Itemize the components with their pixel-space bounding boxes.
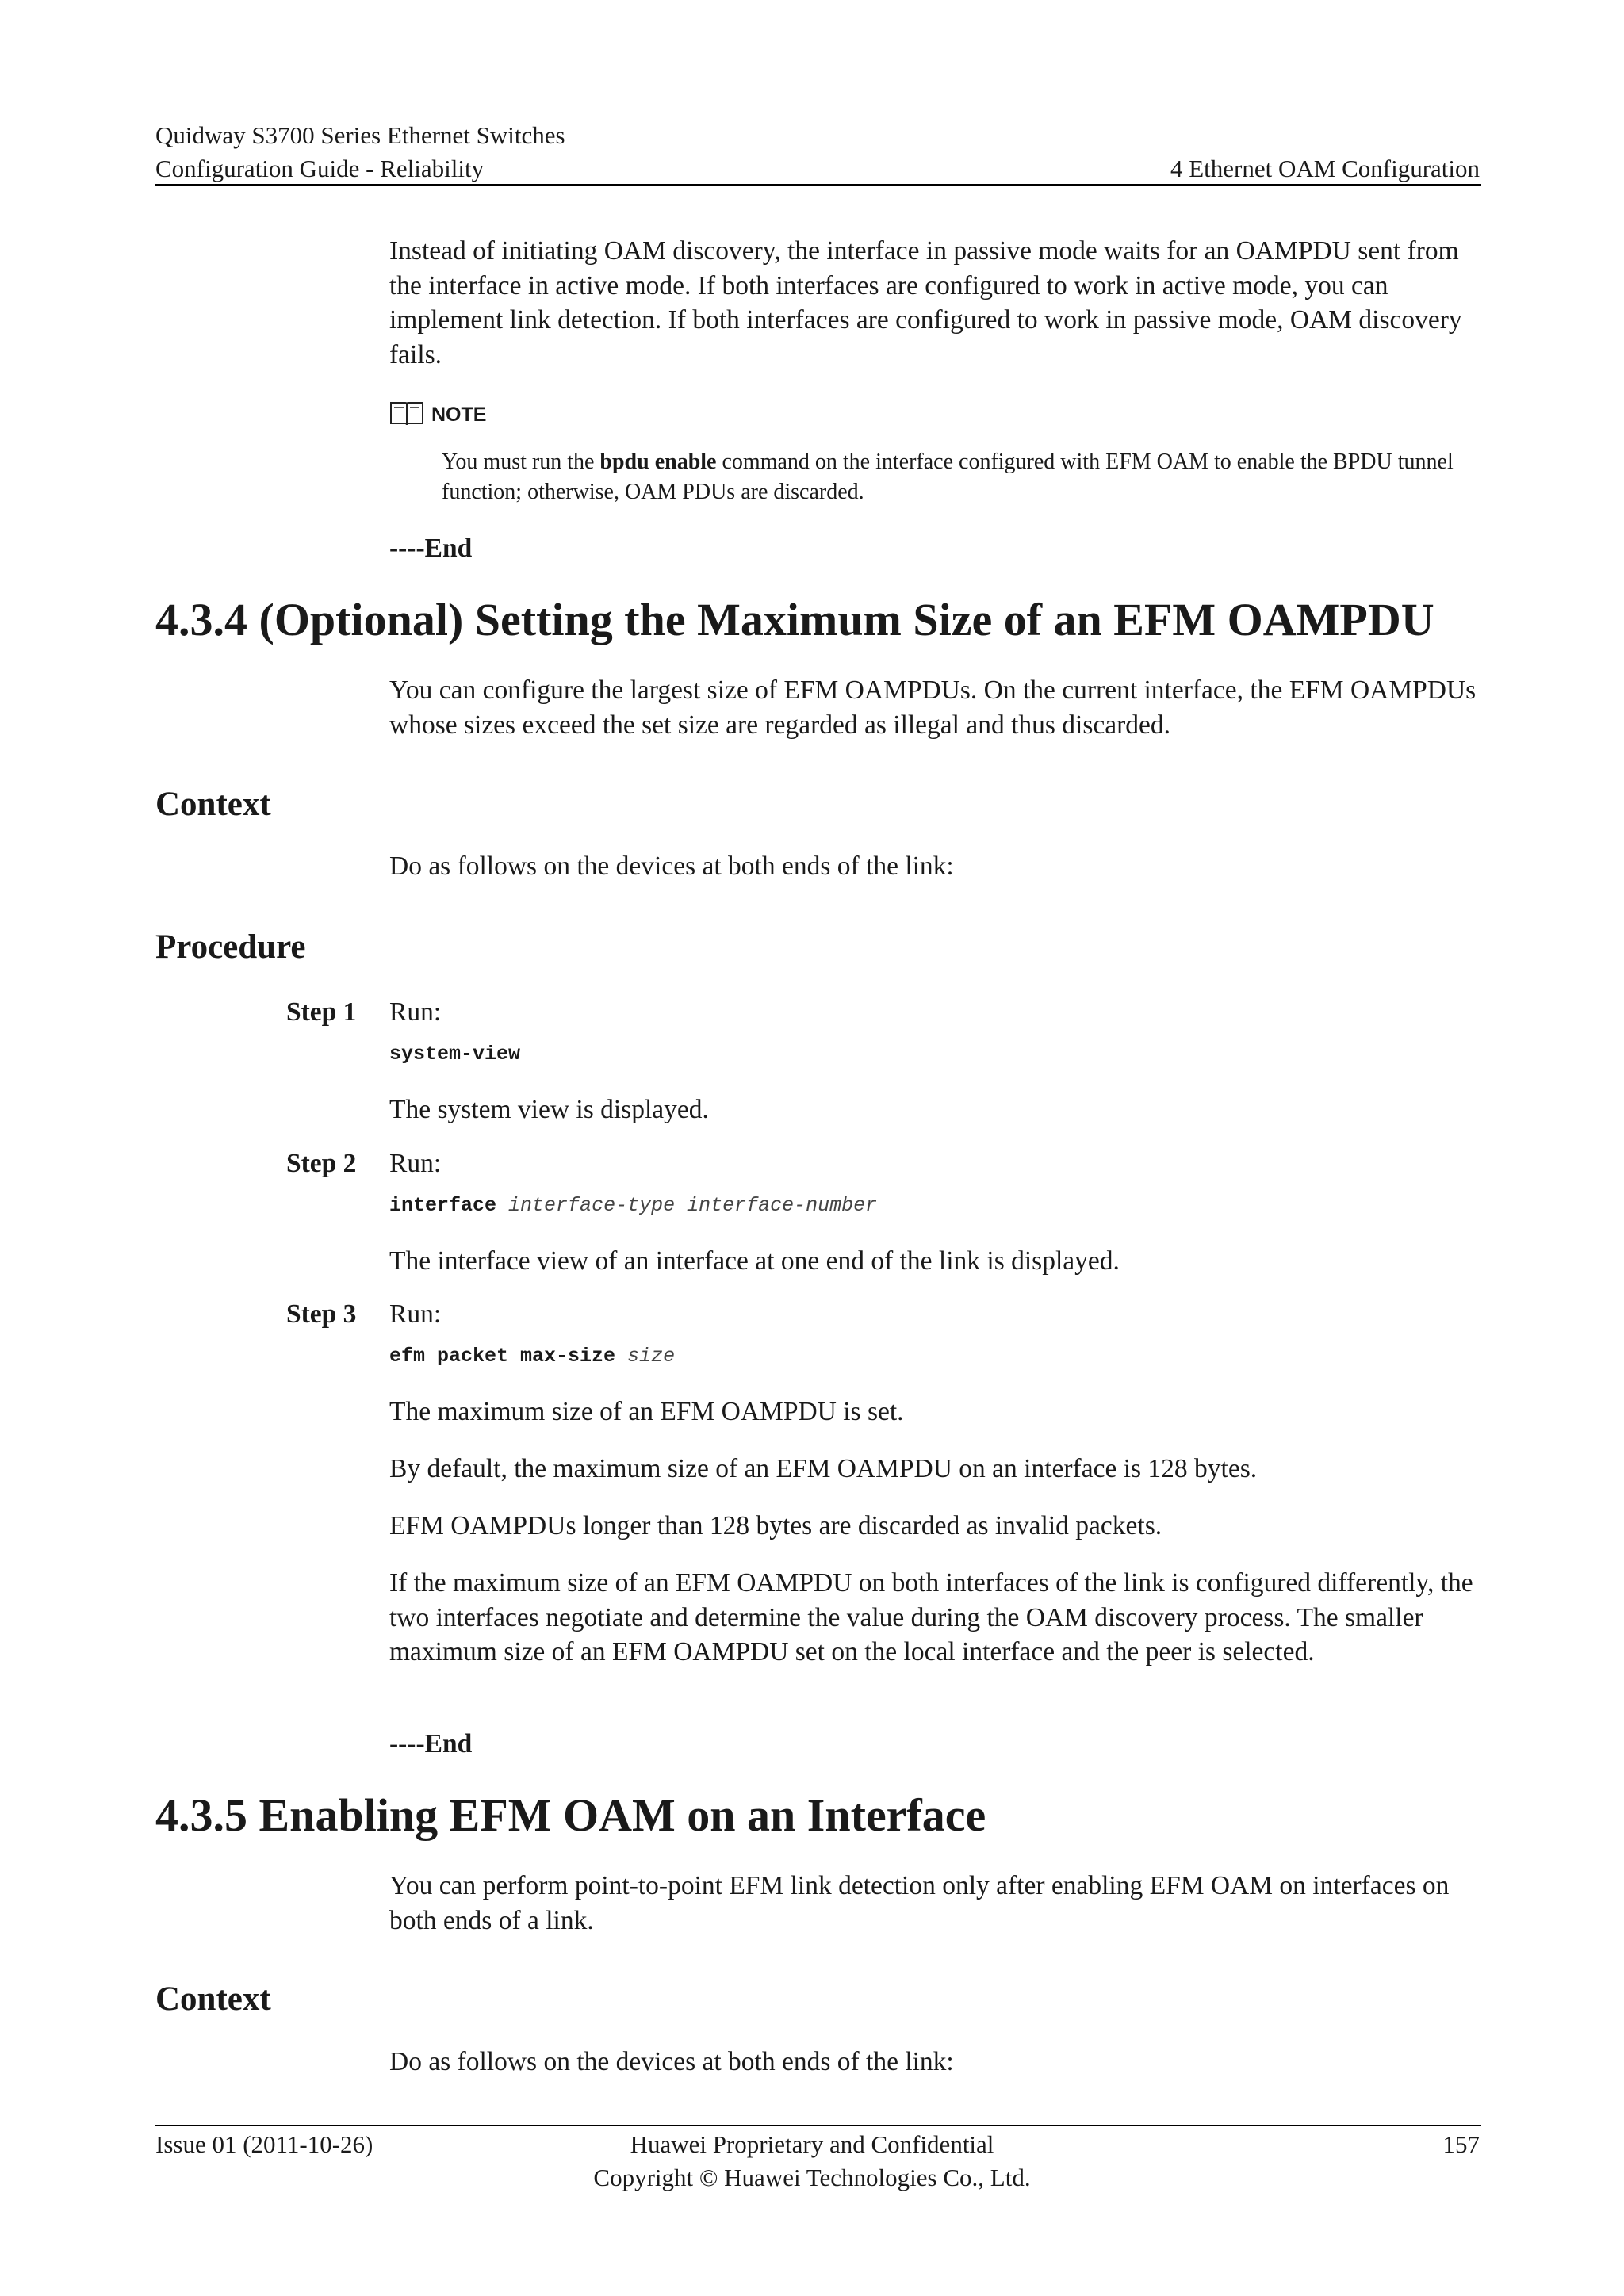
context-heading: Context (155, 1980, 271, 2018)
note-command: bpdu enable (599, 450, 717, 474)
page-number: 157 (1442, 2130, 1480, 2158)
footer-issue: Issue 01 (2011-10-26) (155, 2130, 373, 2158)
section-intro: You can configure the largest size of EFM OAMPDUs. On the current interface, the EFM OAMPDUs whose sizes exceed the set size are regarded as illegal and thus discarded. (389, 675, 1477, 740)
intro-paragraph: Instead of initiating OAM discovery, the interface in passive mode waits for an OAMPDU sent from the interface in active mode. If both interfaces are configured to work in active mode, you can implement link detection. If both interfaces are configured to work in passive mode, OAM discovery fails. (389, 236, 1462, 369)
header-subtitle: Configuration Guide - Reliability (155, 155, 485, 182)
section-title: 4.3.5 Enabling EFM OAM on an Interface (155, 1789, 986, 1841)
step-result: The maximum size of an EFM OAMPDU is set. (389, 1397, 904, 1426)
step-result: The interface view of an interface at one end of the link is displayed. (389, 1246, 1120, 1276)
section-title: 4.3.4 (Optional) Setting the Maximum Size of an EFM OAMPDU (155, 594, 1434, 645)
footer-confidential: Huawei Proprietary and Confidential Copyright © Huawei Technologies Co., Ltd. (593, 2130, 1031, 2191)
step-run: Run: (389, 997, 442, 1027)
header-chapter: 4 Ethernet OAM Configuration (1170, 155, 1480, 182)
context-text: Do as follows on the devices at both ends of the link: (389, 851, 954, 881)
end-marker: ----End (389, 534, 473, 563)
footer-copyright: Copyright © Huawei Technologies Co., Ltd. (593, 2164, 1031, 2191)
note-text: You must run the bpdu enable command on the interface configured with EFM OAM to enable the BPDU tunnel function; otherwise, OAM PDUs are discarded. (442, 450, 1454, 504)
header-title: Quidway S3700 Series Ethernet Switches (155, 121, 565, 149)
step-run: Run: (389, 1299, 442, 1329)
footer-rule (155, 2125, 1481, 2126)
header-rule (155, 184, 1481, 186)
step-label: Step 2 (286, 1149, 357, 1178)
step-command: interface interface-type interface-number (389, 1194, 878, 1217)
section-intro: You can perform point-to-point EFM link detection only after enabling EFM OAM on interfaces on both ends of a link. (389, 1871, 1450, 1935)
step-label: Step 3 (286, 1299, 357, 1329)
context-heading: Context (155, 786, 271, 823)
default-text: By default, the maximum size of an EFM OAMPDU on an interface is 128 bytes. (389, 1454, 1258, 1483)
procedure-heading: Procedure (155, 928, 306, 966)
discard-text: EFM OAMPDUs longer than 128 bytes are discarded as invalid packets. (389, 1511, 1162, 1540)
step-result: The system view is displayed. (389, 1095, 709, 1124)
step-run: Run: (389, 1149, 442, 1178)
negotiate-text: If the maximum size of an EFM OAMPDU on both interfaces of the link is configured differently, the two interfaces negotiate and determine the value during the OAM discovery process. The smaller maximum size of an EFM OAMPDU set on the local interface and the peer is selected. (389, 1568, 1473, 1667)
end-marker: ----End (389, 1729, 473, 1758)
step-command: system-view (389, 1043, 521, 1066)
book-icon (389, 400, 424, 430)
context-text: Do as follows on the devices at both ends of the link: (389, 2047, 954, 2076)
step-label: Step 1 (286, 997, 357, 1027)
step-command: efm packet max-size size (389, 1345, 676, 1368)
note-label: NOTE (431, 404, 487, 426)
